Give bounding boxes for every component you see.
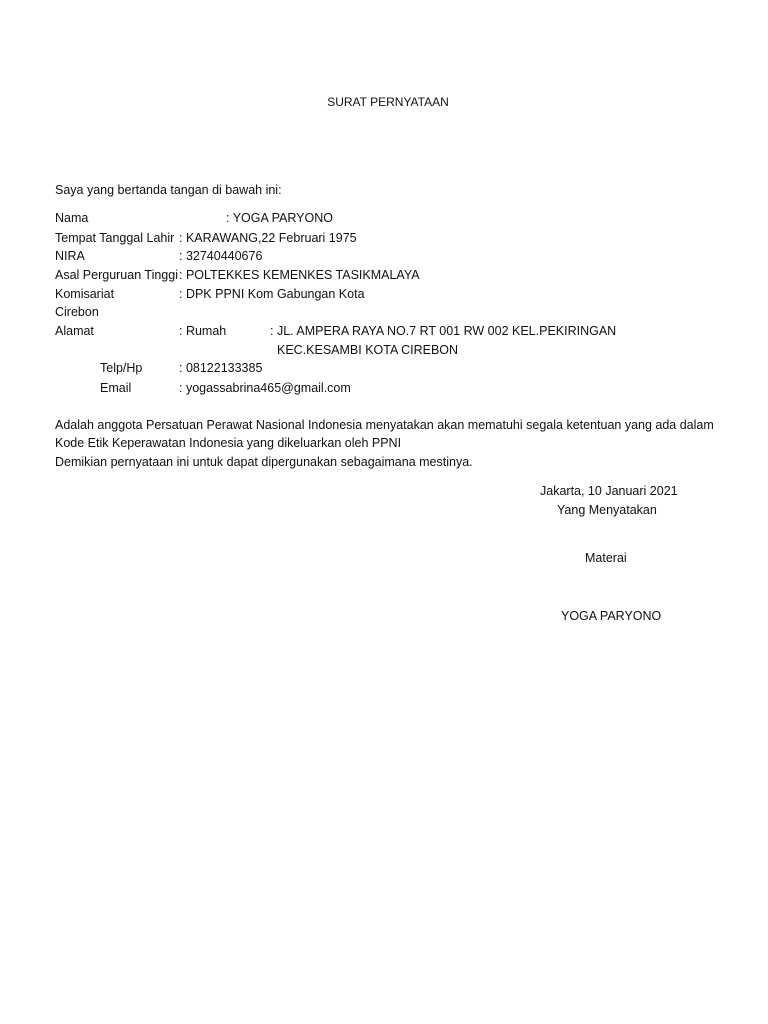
yang-menyatakan: Yang Menyatakan <box>557 503 657 517</box>
komisariat-value: : DPK PPNI Kom Gabungan Kota <box>179 287 365 301</box>
komisariat-label: Komisariat <box>55 287 115 301</box>
alamat-line-2: KEC.KESAMBI KOTA CIREBON <box>277 343 459 357</box>
nama-value: : YOGA PARYONO <box>226 211 333 225</box>
asal-value: : POLTEKKES KEMENKES TASIKMALAYA <box>179 268 420 282</box>
alamat-label: Alamat <box>55 324 94 338</box>
closing-sentence: Demikian pernyataan ini untuk dapat dipergunakan sebagaimana mestinya. <box>55 455 473 469</box>
telp-value: : 08122133385 <box>179 361 263 375</box>
materai-placeholder: Materai <box>585 551 627 565</box>
email-label: Email <box>100 381 132 395</box>
nira-value: : 32740440676 <box>179 249 263 263</box>
statement-paragraph-line-1: Adalah anggota Persatuan Perawat Nasional Indonesia menyatakan akan mematuhi segala ketentuan yang ada dalam <box>55 418 714 432</box>
alamat-line-1: : JL. AMPERA RAYA NO.7 RT 001 RW 002 KEL.PEKIRINGAN <box>270 324 617 338</box>
intro-text: Saya yang bertanda tangan di bawah ini: <box>55 183 282 197</box>
email-value: : yogassabrina465@gmail.com <box>179 381 351 395</box>
telp-label: Telp/Hp <box>100 361 143 375</box>
asal-label: Asal Perguruan Tinggi <box>55 268 178 282</box>
place-date: Jakarta, 10 Januari 2021 <box>540 484 678 498</box>
rumah-label: : Rumah <box>179 324 227 338</box>
document-title: SURAT PERNYATAAN <box>327 95 449 109</box>
komisariat-value-continued: Cirebon <box>55 305 99 319</box>
nama-label: Nama <box>55 211 89 225</box>
nira-label: NIRA <box>55 249 85 263</box>
signer-name: YOGA PARYONO <box>561 609 662 623</box>
statement-paragraph-line-2: Kode Etik Keperawatan Indonesia yang dikeluarkan oleh PPNI <box>55 436 402 450</box>
ttl-value: : KARAWANG,22 Februari 1975 <box>179 231 357 245</box>
ttl-label: Tempat Tanggal Lahir <box>55 231 175 245</box>
